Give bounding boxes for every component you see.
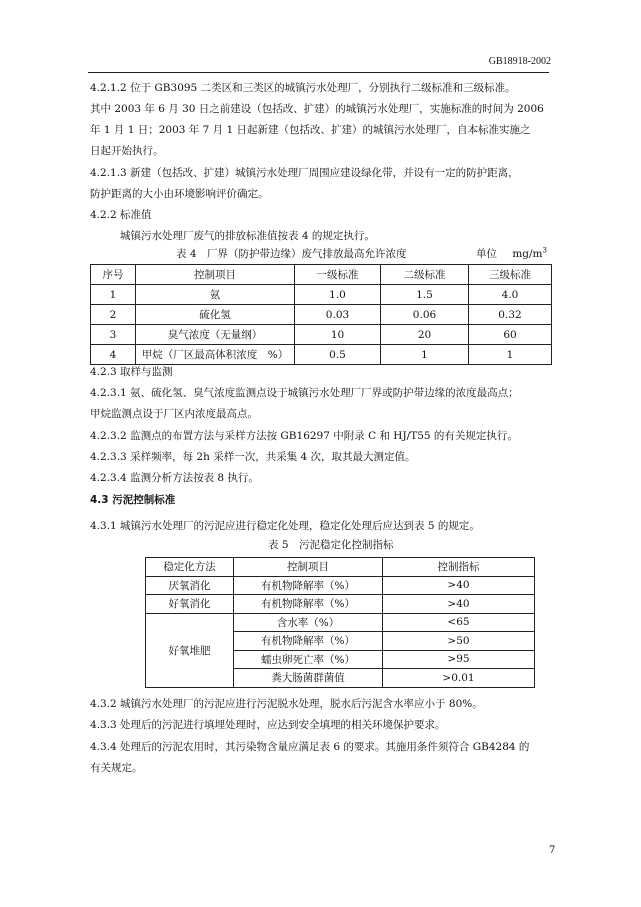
table-header-row xyxy=(146,558,535,577)
table-cell: 氨 xyxy=(136,285,295,305)
table-cell: 含水率（%） xyxy=(234,613,383,632)
table-cell: 4 xyxy=(91,345,136,365)
paragraph-line: 4.2.3.3 采样频率，每 2h 采样一次，共采集 4 次，取其最大测定值。 xyxy=(90,451,416,463)
table-row xyxy=(146,576,535,595)
table-cell: >40 xyxy=(383,576,535,595)
table-row xyxy=(146,613,535,632)
paragraph-line: 4.2.1.3 新建（包括改、扩建）城镇污水处理厂周围应建设绿化带，并设有一定的防护距离， xyxy=(90,167,519,179)
paragraph-line: 4.3.2 城镇污水处理厂的污泥应进行污泥脱水处理，脱水后污泥含水率应小于 80%。 xyxy=(90,698,483,710)
table-cell: 3 xyxy=(91,325,136,345)
table-cell: 1 xyxy=(381,345,469,365)
paragraph-line: 其中 2003 年 6 月 30 日之前建设（包括改、扩建）的城镇污水处理厂，实施标准的时间为 2006 xyxy=(90,103,544,115)
table-cell: 有机物降解率（%） xyxy=(234,595,383,614)
table-row xyxy=(146,595,535,614)
table-header-cell: 一级标准 xyxy=(295,265,381,285)
table-cell: <65 xyxy=(383,613,535,632)
table-header-cell: 控制项目 xyxy=(234,558,383,577)
table-cell: 好氧堆肥 xyxy=(146,613,234,687)
section-heading-bold: 4.3 污泥控制标准 xyxy=(90,494,176,506)
table4 xyxy=(90,264,552,365)
paragraph-line: 4.3.3 处理后的污泥进行填埋处理时，应达到安全填埋的相关环境保护要求。 xyxy=(90,719,446,731)
table-cell: >50 xyxy=(383,632,535,651)
table-cell: 1.5 xyxy=(381,285,469,305)
table4-unit-sup: 3 xyxy=(542,246,547,255)
table4-caption: 表 4 厂界（防护带边缘）废气排放最高允许浓度 xyxy=(176,248,407,260)
table-cell: 好氧消化 xyxy=(146,595,234,614)
paragraph-line: 城镇污水处理厂废气的排放标准值按表 4 的规定执行。 xyxy=(120,230,375,242)
table-cell: 臭气浓度（无量纲） xyxy=(136,325,295,345)
table-row xyxy=(91,305,552,325)
table4-unit xyxy=(476,246,547,261)
table-header-cell: 控制指标 xyxy=(383,558,535,577)
table-cell: 4.0 xyxy=(469,285,552,305)
paragraph-line: 4.2.3.2 监测点的布置方法与采样方法按 GB16297 中附录 C 和 HJ/T55 的有关规定执行。 xyxy=(90,430,518,442)
header-rule xyxy=(88,72,549,73)
paragraph-line: 4.3.1 城镇污水处理厂的污泥应进行稳定化处理，稳定化处理后应达到表 5 的规定。 xyxy=(90,520,480,532)
table-cell: 粪大肠菌群菌值 xyxy=(234,669,383,688)
table-cell: 有机物降解率（%） xyxy=(234,632,383,651)
table-header-cell: 稳定化方法 xyxy=(146,558,234,577)
table-cell: 蠕虫卵死亡率（%） xyxy=(234,650,383,669)
table5-caption: 表 5 污泥稳定化控制指标 xyxy=(268,539,394,551)
table-cell: >95 xyxy=(383,650,535,669)
table-cell: 0.06 xyxy=(381,305,469,325)
table-cell: 0.32 xyxy=(469,305,552,325)
table-cell: 60 xyxy=(469,325,552,345)
table-header-cell: 序号 xyxy=(91,265,136,285)
section-heading: 4.2.3 取样与监测 xyxy=(90,366,173,378)
table-cell: >0.01 xyxy=(383,669,535,688)
standard-number: GB18918-2002 xyxy=(488,56,551,67)
table-cell: 硫化氢 xyxy=(136,305,295,325)
table-cell: 0.03 xyxy=(295,305,381,325)
table-header-row xyxy=(91,265,552,285)
paragraph-line: 年 1 月 1 日；2003 年 7 月 1 日起新建（包括改、扩建）的城镇污水处理厂，自本标准实施之 xyxy=(90,124,531,136)
table-cell: 1 xyxy=(469,345,552,365)
table-header-cell: 控制项目 xyxy=(136,265,295,285)
table-cell: 厌氧消化 xyxy=(146,576,234,595)
table-cell: 1.0 xyxy=(295,285,381,305)
table5 xyxy=(145,557,535,688)
table-cell: 有机物降解率（%） xyxy=(234,576,383,595)
table-cell: 10 xyxy=(295,325,381,345)
table-cell: 20 xyxy=(381,325,469,345)
table-header-cell: 三级标准 xyxy=(469,265,552,285)
table-cell: 2 xyxy=(91,305,136,325)
table4-unit-value: mg/m xyxy=(512,248,543,260)
paragraph-line: 4.2.3.4 监测分析方法按表 8 执行。 xyxy=(90,472,259,484)
paragraph-line: 4.2.1.2 位于 GB3095 二类区和三类区的城镇污水处理厂，分别执行二级标准和三级标准。 xyxy=(90,82,516,94)
paragraph-line: 4.3.4 处理后的污泥农用时，其污染物含量应满足表 6 的要求。其施用条件须符合 GB4284 的 xyxy=(90,741,530,753)
table4-unit-label: 单位 xyxy=(476,248,497,260)
table-cell: 甲烷（厂区最高体积浓度 %） xyxy=(136,345,295,365)
paragraph-line: 有关规定。 xyxy=(90,762,143,774)
section-heading: 4.2.2 标准值 xyxy=(90,209,152,221)
paragraph-line: 日起开始执行。 xyxy=(90,145,164,157)
page-number: 7 xyxy=(549,845,556,856)
paragraph-line: 防护距离的大小由环境影响评价确定。 xyxy=(90,188,269,200)
table-header-cell: 二级标准 xyxy=(381,265,469,285)
table-row xyxy=(91,285,552,305)
table-cell: >40 xyxy=(383,595,535,614)
paragraph-line: 甲烷监测点设于厂区内浓度最高点。 xyxy=(90,408,258,420)
table-cell: 1 xyxy=(91,285,136,305)
paragraph-line: 4.2.3.1 氨、硫化氢、臭气浓度监测点设于城镇污水处理厂厂界或防护带边缘的浓度最高点； xyxy=(90,387,519,399)
table-row xyxy=(91,325,552,345)
table-cell: 0.5 xyxy=(295,345,381,365)
